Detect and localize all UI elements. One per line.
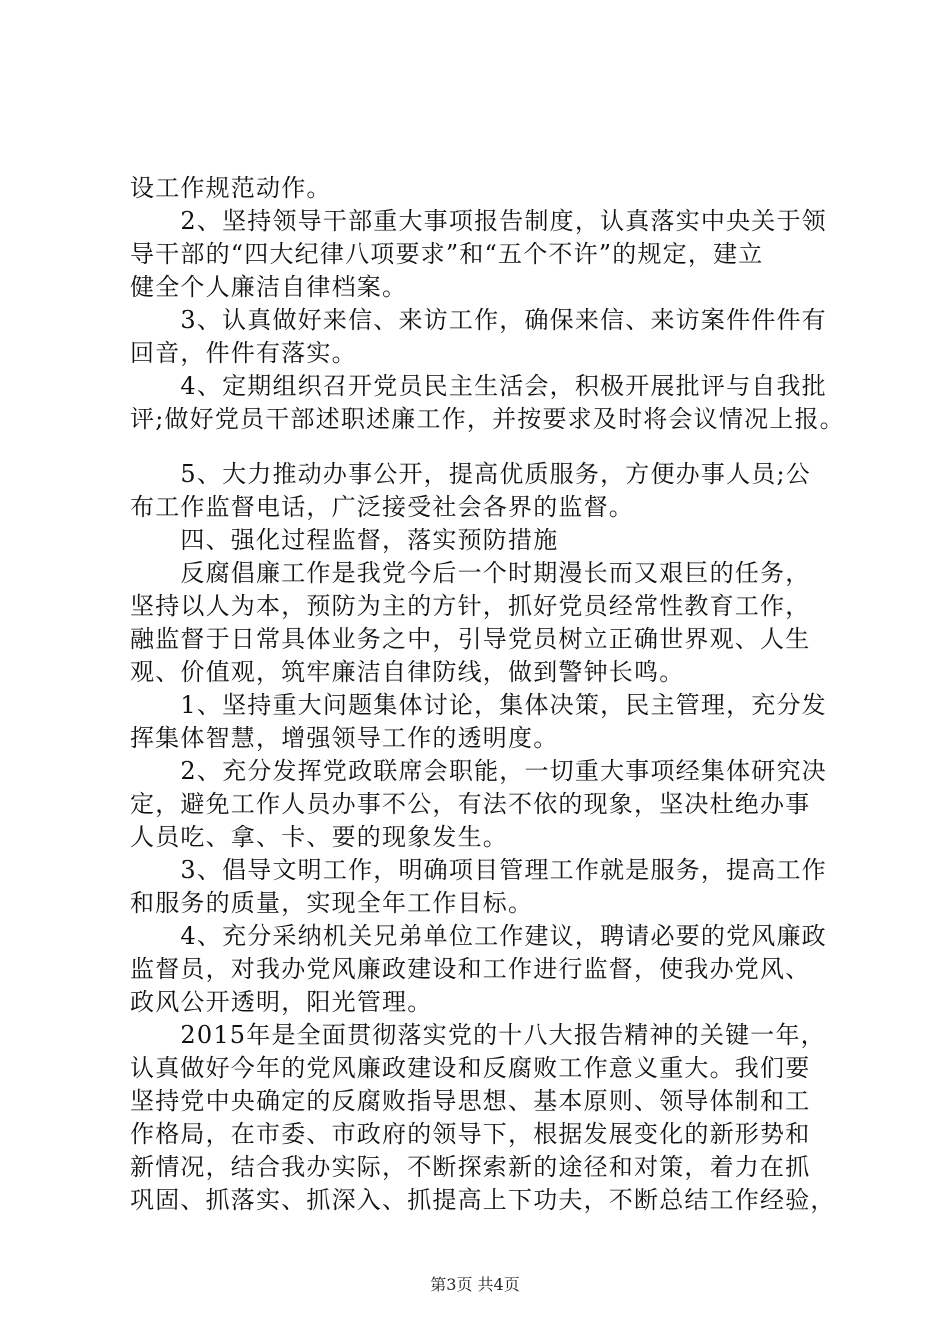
text-line: 反腐倡廉工作是我党今后一个时期漫长而又艰巨的任务， <box>130 559 811 587</box>
text-line: 融监督于日常具体业务之中，引导党员树立正确世界观、人生 <box>130 625 811 653</box>
text-line: 2、坚持领导干部重大事项报告制度，认真落实中央关于领 <box>130 207 827 235</box>
text-line: 坚持党中央确定的反腐败指导思想、基本原则、领导体制和工 <box>130 1087 811 1115</box>
text-line: 2、充分发挥党政联席会职能，一切重大事项经集体研究决 <box>130 757 827 785</box>
text-line: 巩固、抓落实、抓深入、抓提高上下功夫，不断总结工作经验， <box>130 1186 836 1214</box>
text-line: 定，避免工作人员办事不公，有法不依的现象，坚决杜绝办事 <box>130 790 811 818</box>
text-line: 认真做好今年的党风廉政建设和反腐败工作意义重大。我们要 <box>130 1054 811 1082</box>
text-line: 作格局，在市委、市政府的领导下，根据发展变化的新形势和 <box>130 1120 811 1148</box>
text-line: 4、定期组织召开党员民主生活会，积极开展批评与自我批 <box>130 372 827 400</box>
text-line: 导干部的“四大纪律八项要求”和“五个不许”的规定，建立 <box>130 240 764 268</box>
text-line: 4、充分采纳机关兄弟单位工作建议，聘请必要的党风廉政 <box>130 922 827 950</box>
text-line: 政风公开透明，阳光管理。 <box>130 988 433 1016</box>
text-line: 设工作规范动作。 <box>130 174 332 202</box>
text-line: 3、认真做好来信、来访工作，确保来信、来访案件件件有 <box>130 306 827 334</box>
text-line: 四、强化过程监督，落实预防措施 <box>130 526 559 554</box>
text-line: 5、大力推动办事公开，提高优质服务，方便办事人员;公 <box>130 460 811 488</box>
text-line: 和服务的质量，实现全年工作目标。 <box>130 889 534 917</box>
text-line: 健全个人廉洁自律档案。 <box>130 273 408 301</box>
text-line: 评;做好党员干部述职述廉工作，并按要求及时将会议情况上报。 <box>130 405 845 433</box>
text-line: 观、价值观，筑牢廉洁自律防线，做到警钟长鸣。 <box>130 658 685 686</box>
text-line: 布工作监督电话，广泛接受社会各界的监督。 <box>130 493 634 521</box>
text-line: 回音，件件有落实。 <box>130 339 357 367</box>
text-line: 坚持以人为本，预防为主的方针，抓好党员经常性教育工作， <box>130 592 811 620</box>
text-line: 2015年是全面贯彻落实党的十八大报告精神的关键一年， <box>130 1021 826 1049</box>
text-line: 监督员，对我办党风廉政建设和工作进行监督，使我办党风、 <box>130 955 811 983</box>
text-line: 3、倡导文明工作，明确项目管理工作就是服务，提高工作 <box>130 856 827 884</box>
text-line: 挥集体智慧，增强领导工作的透明度。 <box>130 724 559 752</box>
page-footer: 第3页 共4页 <box>430 1275 520 1294</box>
text-line: 新情况，结合我办实际，不断探索新的途径和对策，着力在抓 <box>130 1153 811 1181</box>
text-line: 1、坚持重大问题集体讨论，集体决策，民主管理，充分发 <box>130 691 827 719</box>
text-line: 人员吃、拿、卡、要的现象发生。 <box>130 823 508 851</box>
